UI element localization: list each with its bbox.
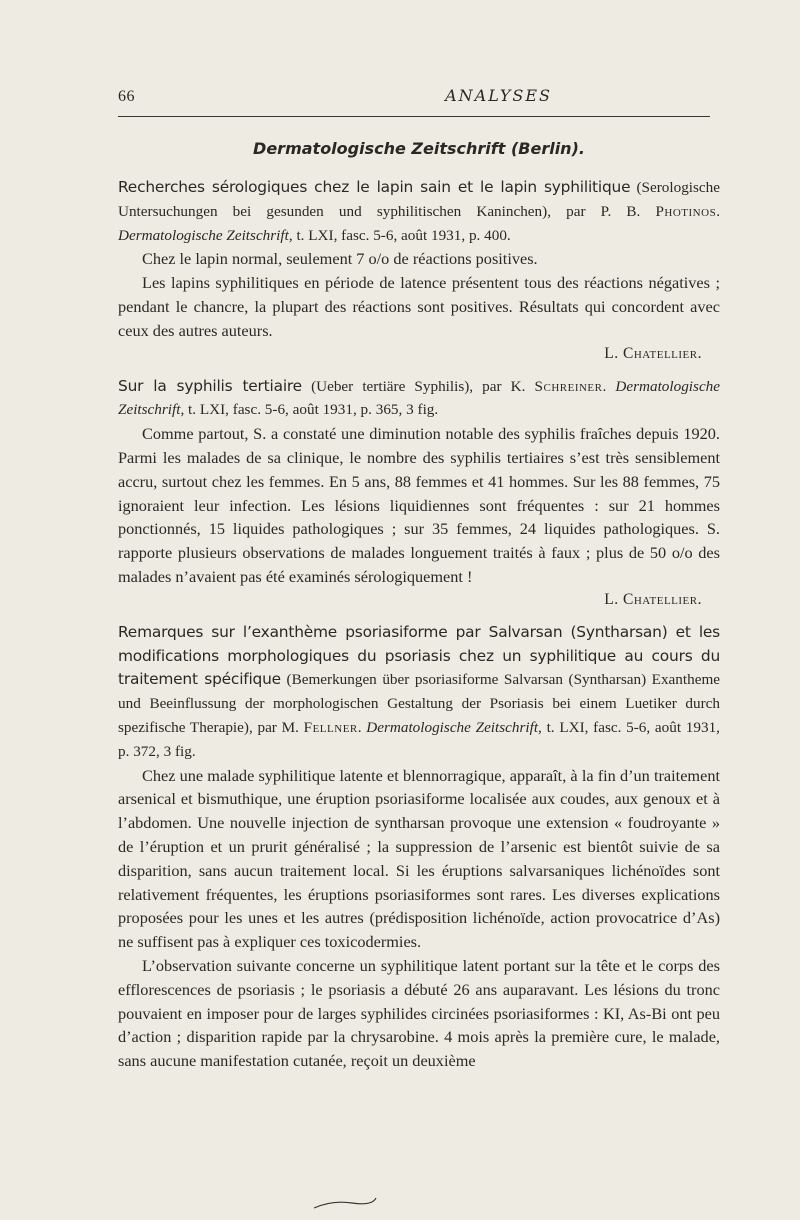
- header-rule: [118, 116, 710, 117]
- author-name: Photinos: [655, 202, 717, 220]
- footer-mark: [312, 1196, 378, 1210]
- article: [118, 621, 720, 1073]
- paragraph: Comme partout, S. a constaté une diminution notable des syphilis fraîches depuis 1920. Parmi les malades de sa clinique, le nombre des syphilis tertiaires s’est très sensiblement accru, surtout chez les femmes. En 5 ans, 88 femmes et 41 hommes. Sur les 88 femmes, 75 ignoraient leur infection. Les lésions liquidiennes sont fréquentes : sur 21 hommes ponctionnés, 15 liquides pathologiques ; sur 35 femmes, 24 liquides pathologiques. S. rapporte plusieurs observations de malades longuement traités à faux ; plus de 50 o/o des malades n’avaient pas été examinés sérologiquement !: [118, 424, 720, 586]
- article-title: Sur la syphilis tertiaire: [118, 376, 302, 395]
- reference-details: t. LXI, fasc. 5-6, août 1931, p. 365, 3 fig.: [184, 401, 439, 419]
- reference-text: (Bemerkungen über psoriasiforme Salvarsan (Syntharsan) Exantheme und Beeinflussung der morphologischen Gestaltung der Psoriasis bei einem Luetiker durch spezifische Therapie), par M.: [118, 671, 720, 736]
- signature: L. Chatellier.: [604, 344, 702, 362]
- reference-details: t. LXI, fasc. 5-6, août 1931, p. 400.: [292, 226, 511, 244]
- paragraph: Chez le lapin normal, seulement 7 o/o de réactions positives.: [142, 249, 538, 269]
- author-name: Fellner: [303, 718, 358, 736]
- journal-name: Dermatologische Zeitschrift,: [118, 226, 293, 244]
- page-number: 66: [118, 88, 135, 105]
- article: [118, 176, 720, 365]
- paragraph: Chez une malade syphilitique latente et blennorragique, apparaît, à la fin d’un traitement arsenical et bismuthique, une éruption psoriasiforme localisée aux coudes, aux genoux et à l’abdomen. Une nouvelle injection de syntharsan provoque une extension « foudroyante » de l’éruption et un prurit généralisé ; la suppression de l’arsenic est bientôt suivie de sa disparition, sans aucun traitement local. Si les éruptions salvarsaniques lichénoïdes sont relativement fréquentes, les éruptions psoriasiformes sont rares. Les diverses explications proposées pour les unes et les autres (prédisposition lichénoïde, action provocatrice d’As) ne suffisent pas à expliquer ces toxicodermies.: [118, 765, 720, 952]
- reference-text: (Ueber tertiäre Syphilis), par K.: [301, 377, 535, 395]
- running-title: ANALYSES: [445, 86, 552, 105]
- article-title: Remarques sur l’exanthème psoriasiforme par Salvarsan (Syntharsan) et les modifications morphologiques du psoriasis chez un syphilitique au cours du traitement spécifique: [118, 622, 720, 689]
- article-reference: [118, 621, 720, 764]
- reference-separator: .: [716, 202, 720, 220]
- paragraph: L’observation suivante concerne un syphilitique latent portant sur la tête et le corps des efflorescences de psoriasis ; le psoriasis a débuté 26 ans auparavant. Les lésions du tronc pouvaient en imposer pour de larges syphilides circinées psoriasiformes : KI, As-Bi ont peu d’action ; disparition rapide par la chrysarobine. 4 mois après la première cure, le malade, sans aucune manifestation cutanée, reçoit un deuxième: [118, 955, 720, 1071]
- reference-separator: .: [602, 377, 616, 395]
- journal-name: Dermatologische Zeitschrift,: [366, 718, 542, 736]
- journal-heading: Dermatologische Zeitschrift (Berlin).: [253, 139, 585, 158]
- page-header: [118, 86, 720, 106]
- author-name: Schreiner: [534, 377, 603, 395]
- article-title: Recherches sérologiques chez le lapin sain et le lapin syphilitique: [118, 178, 631, 196]
- reference-separator: .: [357, 718, 367, 736]
- article-reference: [118, 375, 720, 423]
- page: [118, 86, 720, 1083]
- paragraph: Les lapins syphilitiques en période de latence présentent tous des réactions négatives ; pendant le chancre, la plupart des réactions sont positives. Résultats qui concordent avec ceux des autres auteurs.: [118, 273, 720, 340]
- reference-text: (Serologische Untersuchungen bei gesunden und syphilitischen Kaninchen), par P. B.: [118, 179, 721, 220]
- signature: L. Chatellier.: [604, 590, 702, 608]
- article: [118, 375, 720, 611]
- journal-name: Dermatologische Zeitschrift,: [118, 377, 721, 419]
- article-reference: [118, 176, 720, 247]
- reference-details: t. LXI, fasc. 5-6, août 1931, p. 372, 3 fig.: [118, 718, 720, 760]
